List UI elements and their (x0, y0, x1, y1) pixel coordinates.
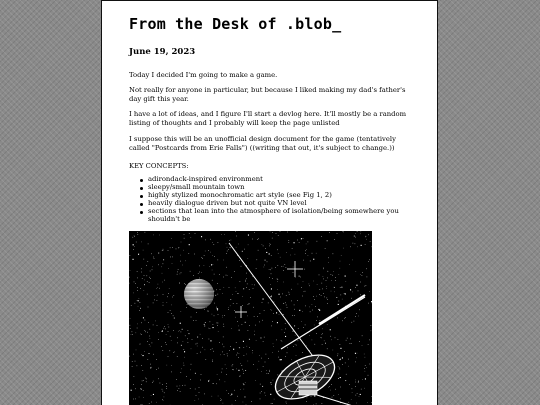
key-concepts-list (139, 176, 411, 223)
page-sheet (101, 0, 438, 405)
page-title: From the Desk of .blob_ (129, 15, 342, 33)
list-item: heavily dialogue driven but not quite VN level (139, 200, 411, 208)
key-concepts-heading: KEY CONCEPTS: (129, 162, 189, 170)
figure-image (129, 231, 372, 405)
list-item: adirondack-inspired environment (139, 176, 411, 184)
post-paragraph: Not really for anyone in particular, but because I liked making my dad's father's day gift this year. (129, 86, 406, 103)
list-item: sleepy/small mountain town (139, 184, 411, 192)
post-paragraph: I have a lot of ideas, and I figure I'll start a devlog here. It'll mostly be a random listing of thoughts and I probably will keep the page unlisted (129, 110, 407, 127)
list-item: highly stylized monochromatic art style (see Fig 1, 2) (139, 192, 411, 200)
space-illustration (129, 231, 372, 405)
planet-icon (184, 279, 214, 309)
spacecraft-icon (229, 243, 365, 405)
post-paragraph: Today I decided I'm going to make a game. (129, 71, 278, 79)
post-paragraph: I suppose this will be an unofficial design document for the game (tentatively called "Postcards from Erie Falls") ((writing that out, it's subject to change.)) (129, 135, 396, 152)
starfield-icon (129, 231, 372, 405)
post-date: June 19, 2023 (129, 47, 196, 57)
list-item: sections that lean into the atmosphere of isolation/being somewhere you shouldn't be (139, 208, 411, 224)
